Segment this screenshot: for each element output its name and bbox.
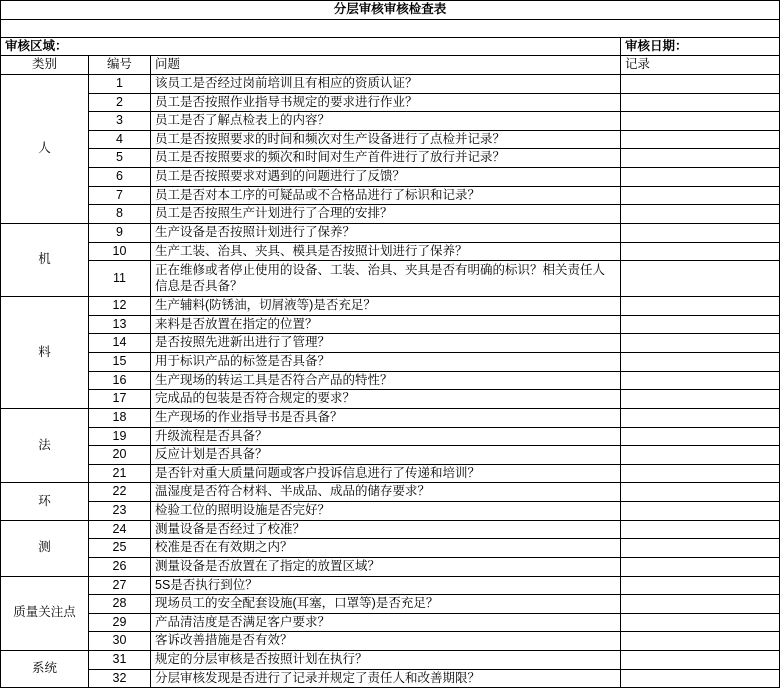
- table-row: [1, 464, 780, 483]
- row-question: 校准是否在有效期之内？: [151, 539, 621, 558]
- row-record[interactable]: [621, 632, 780, 651]
- table-row: [1, 93, 780, 112]
- row-number: 26: [89, 557, 151, 576]
- row-record[interactable]: [621, 502, 780, 521]
- table-row: [1, 669, 780, 688]
- row-question: 生产现场的转运工具是否符合产品的特性？: [151, 371, 621, 390]
- row-record[interactable]: [621, 112, 780, 131]
- row-number: 19: [89, 427, 151, 446]
- column-header-record: 记录: [621, 56, 780, 75]
- row-record[interactable]: [621, 427, 780, 446]
- table-row: [1, 130, 780, 149]
- row-record[interactable]: [621, 315, 780, 334]
- row-record[interactable]: [621, 261, 780, 297]
- row-number: 10: [89, 242, 151, 261]
- row-number: 17: [89, 390, 151, 409]
- row-question: 检验工位的照明设施是否完好？: [151, 502, 621, 521]
- row-question: 客诉改善措施是否有效？: [151, 632, 621, 651]
- row-question: 该员工是否经过岗前培训且有相应的资质认证？: [151, 74, 621, 93]
- table-row: [1, 520, 780, 539]
- row-number: 9: [89, 223, 151, 242]
- row-record[interactable]: [621, 205, 780, 224]
- row-number: 12: [89, 297, 151, 316]
- table-row: [1, 557, 780, 576]
- row-question: 升级流程是否具备？: [151, 427, 621, 446]
- table-row: [1, 334, 780, 353]
- row-question: 分层审核发现是否进行了记录并规定了责任人和改善期限？: [151, 669, 621, 688]
- row-record[interactable]: [621, 539, 780, 558]
- column-header-row: [1, 56, 780, 75]
- row-number: 23: [89, 502, 151, 521]
- column-header-number: 编号: [89, 56, 151, 75]
- row-record[interactable]: [621, 669, 780, 688]
- row-number: 28: [89, 595, 151, 614]
- row-record[interactable]: [621, 408, 780, 427]
- row-number: 5: [89, 149, 151, 168]
- row-question: 员工是否按照要求的时间和频次对生产设备进行了点检并记录？: [151, 130, 621, 149]
- row-number: 22: [89, 483, 151, 502]
- document-title-row: [1, 1, 780, 20]
- row-record[interactable]: [621, 576, 780, 595]
- table-row: [1, 576, 780, 595]
- row-number: 29: [89, 613, 151, 632]
- row-number: 1: [89, 74, 151, 93]
- table-row: [1, 613, 780, 632]
- row-category: 测: [1, 520, 89, 576]
- row-record[interactable]: [621, 446, 780, 465]
- table-row: [1, 371, 780, 390]
- row-record[interactable]: [621, 371, 780, 390]
- row-question: 温湿度是否符合材料、半成品、成品的储存要求？: [151, 483, 621, 502]
- row-category: 法: [1, 408, 89, 483]
- row-number: 8: [89, 205, 151, 224]
- row-number: 27: [89, 576, 151, 595]
- row-question: 生产设备是否按照计划进行了保养？: [151, 223, 621, 242]
- table-row: [1, 353, 780, 372]
- row-question: 测量设备是否经过了校准？: [151, 520, 621, 539]
- row-record[interactable]: [621, 74, 780, 93]
- table-row: [1, 408, 780, 427]
- row-number: 20: [89, 446, 151, 465]
- row-category: 料: [1, 297, 89, 409]
- row-number: 14: [89, 334, 151, 353]
- row-record[interactable]: [621, 613, 780, 632]
- row-record[interactable]: [621, 464, 780, 483]
- row-question: 员工是否对本工序的可疑品或不合格品进行了标识和记录？: [151, 186, 621, 205]
- row-number: 11: [89, 261, 151, 297]
- audit-area-label: 审核区域：: [1, 37, 621, 56]
- table-row: [1, 539, 780, 558]
- column-header-question: 问题: [151, 56, 621, 75]
- row-number: 24: [89, 520, 151, 539]
- row-question: 员工是否了解点检表上的内容？: [151, 112, 621, 131]
- table-row: [1, 502, 780, 521]
- table-row: [1, 168, 780, 187]
- row-question: 员工是否按照要求对遇到的问题进行了反馈？: [151, 168, 621, 187]
- row-number: 31: [89, 651, 151, 670]
- row-question: 5S是否执行到位？: [151, 576, 621, 595]
- row-question: 生产工装、治具、夹具、模具是否按照计划进行了保养？: [151, 242, 621, 261]
- table-body: [1, 1, 780, 688]
- row-number: 13: [89, 315, 151, 334]
- row-number: 32: [89, 669, 151, 688]
- row-record[interactable]: [621, 595, 780, 614]
- row-question: 反应计划是否具备？: [151, 446, 621, 465]
- row-category: 机: [1, 223, 89, 296]
- page-title: 分层审核审核检查表: [1, 1, 780, 20]
- row-number: 7: [89, 186, 151, 205]
- title-divider: [1, 19, 780, 37]
- row-question: 是否针对重大质量问题或客户投诉信息进行了传递和培训？: [151, 464, 621, 483]
- row-record[interactable]: [621, 149, 780, 168]
- row-question: 员工是否按照生产计划进行了合理的安排？: [151, 205, 621, 224]
- table-row: [1, 427, 780, 446]
- row-record[interactable]: [621, 520, 780, 539]
- row-record[interactable]: [621, 390, 780, 409]
- row-record[interactable]: [621, 334, 780, 353]
- title-divider-cell: [1, 19, 780, 37]
- row-category: 系统: [1, 651, 89, 688]
- row-number: 21: [89, 464, 151, 483]
- row-record[interactable]: [621, 242, 780, 261]
- table-row: [1, 651, 780, 670]
- row-record[interactable]: [621, 557, 780, 576]
- row-number: 30: [89, 632, 151, 651]
- row-category: 人: [1, 74, 89, 223]
- row-question: 生产现场的作业指导书是否具备？: [151, 408, 621, 427]
- row-record[interactable]: [621, 483, 780, 502]
- row-question: 员工是否按照作业指导书规定的要求进行作业？: [151, 93, 621, 112]
- table-row: [1, 186, 780, 205]
- table-row: [1, 242, 780, 261]
- table-row: [1, 149, 780, 168]
- row-category: 环: [1, 483, 89, 520]
- row-number: 18: [89, 408, 151, 427]
- row-number: 4: [89, 130, 151, 149]
- row-question: 是否按照先进新出进行了管理？: [151, 334, 621, 353]
- row-question: 现场员工的安全配套设施(耳塞，口罩等)是否充足？: [151, 595, 621, 614]
- table-row: [1, 483, 780, 502]
- row-question: 生产辅料(防锈油，切屑液等)是否充足？: [151, 297, 621, 316]
- table-row: [1, 223, 780, 242]
- row-number: 2: [89, 93, 151, 112]
- table-row: [1, 390, 780, 409]
- row-question: 产品清洁度是否满足客户要求？: [151, 613, 621, 632]
- table-row: [1, 632, 780, 651]
- row-number: 15: [89, 353, 151, 372]
- row-question: 来料是否放置在指定的位置？: [151, 315, 621, 334]
- column-header-category: 类别: [1, 56, 89, 75]
- row-record[interactable]: [621, 93, 780, 112]
- row-number: 16: [89, 371, 151, 390]
- row-record[interactable]: [621, 353, 780, 372]
- audit-date-label: 审核日期：: [621, 37, 780, 56]
- table-row: [1, 74, 780, 93]
- row-question: 测量设备是否放置在了指定的放置区域？: [151, 557, 621, 576]
- table-row: [1, 205, 780, 224]
- row-number: 3: [89, 112, 151, 131]
- row-question: 规定的分层审核是否按照计划在执行？: [151, 651, 621, 670]
- table-row: [1, 112, 780, 131]
- table-row: [1, 595, 780, 614]
- row-number: 25: [89, 539, 151, 558]
- row-record[interactable]: [621, 297, 780, 316]
- row-record[interactable]: [621, 130, 780, 149]
- row-category: 质量关注点: [1, 576, 89, 651]
- row-record[interactable]: [621, 223, 780, 242]
- row-question: 正在维修或者停止使用的设备、工装、治具、夹具是否有明确的标识？相关责任人信息是否具备？: [151, 261, 621, 297]
- row-record[interactable]: [621, 168, 780, 187]
- table-row: [1, 446, 780, 465]
- table-row: [1, 261, 780, 297]
- row-question: 用于标识产品的标签是否具备？: [151, 353, 621, 372]
- table-row: [1, 315, 780, 334]
- row-record[interactable]: [621, 186, 780, 205]
- row-record[interactable]: [621, 651, 780, 670]
- table-row: [1, 297, 780, 316]
- audit-meta-row: [1, 37, 780, 56]
- row-question: 员工是否按照要求的频次和时间对生产首件进行了放行并记录？: [151, 149, 621, 168]
- row-question: 完成品的包装是否符合规定的要求？: [151, 390, 621, 409]
- row-number: 6: [89, 168, 151, 187]
